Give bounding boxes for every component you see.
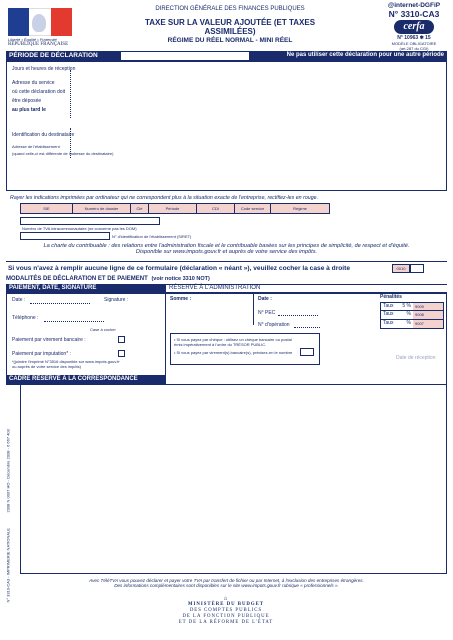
charter-divider — [6, 261, 447, 262]
virement-checkbox[interactable] — [118, 336, 125, 343]
correspondence-bar — [6, 375, 166, 384]
logo-caption-republique: RÉPUBLIQUE FRANÇAISE — [8, 42, 69, 47]
ident-code-service: Code service — [235, 204, 271, 213]
ident-sie: SIE — [21, 204, 73, 213]
telephone-field[interactable] — [44, 321, 104, 322]
ident-dossier: Numéro de dossier — [73, 204, 131, 213]
recipient-label: Identification du destinataire — [12, 132, 75, 138]
reception-hours-label: Jours et heures de réception — [12, 66, 76, 72]
form-number: N° 3310-CA3 — [388, 9, 440, 19]
admin-inner-divider — [253, 293, 254, 325]
cheque-instruction: • Si vous payez par chèque : utilisez un chèque bancaire ou postal émis impérativement à l'ordre du TRÉSOR PUBLIC. — [174, 337, 292, 347]
charter-line2: Disponible sur www.impots.gouv.fr et auprès de votre service des impôts. — [135, 249, 318, 255]
payment-date-field[interactable] — [30, 303, 90, 304]
penalty-row — [380, 302, 444, 311]
charter-line1: La charte du contribuable : des relations entre l'administration fiscale et le contribuable basées sur les principes de simplicité, de respect et d'équité. — [43, 243, 410, 249]
admin-bar — [166, 284, 447, 293]
side-print-text: N° 3310-CA3 - IMPRIMERIE NATIONALE — [5, 528, 11, 603]
service-address-line2: où cette déclaration doit — [12, 89, 66, 95]
penalty-rate-value: % — [406, 320, 411, 326]
telephone-label: Téléphone : — [12, 315, 39, 321]
recipient-address-field[interactable] — [230, 128, 440, 183]
charter-text — [6, 243, 447, 255]
payment-admin-divider — [165, 293, 166, 385]
teletva-line1: Avec TéléTVA vous pouvez déclarer et payer votre TVA par transfert de fichier ou par Internet, à l'exclusion des entreprises étrangères. — [89, 578, 364, 583]
logo-caption-motto: Liberté • Égalité • Fraternité — [8, 37, 57, 42]
zero-declaration-text: Si vous n'avez à remplir aucune ligne de ce formulaire (déclaration « néant »), veuillez cocher la case à droite — [8, 265, 351, 272]
ident-cle: Clé — [131, 204, 149, 213]
periode-label: PÉRIODE DE DÉCLARATION — [9, 52, 98, 59]
penalty-rate-label: Taux — [383, 320, 394, 326]
address-divider — [70, 70, 71, 118]
republique-logo — [8, 8, 72, 46]
form-title: TAXE SUR LA VALEUR AJOUTÉE (ET TAXES ASSIMILÉES) — [144, 18, 316, 36]
periode-warning: Ne pas utiliser cette déclaration pour une autre période — [286, 52, 444, 58]
penalty-rate-label: Taux — [383, 303, 394, 309]
penalty-row — [380, 311, 444, 320]
ident-cdi: CDI — [197, 204, 235, 213]
penalties-block — [380, 294, 444, 329]
pec-field[interactable] — [278, 315, 318, 316]
penalties-title: Pénalités — [380, 294, 402, 300]
establishment-address-label: Adresse de l'établissement — [12, 144, 60, 149]
zero-declaration-code: 0010 — [392, 264, 410, 273]
admin-sum-label: Somme : — [170, 296, 192, 302]
reception-date-stamp: Date de réception — [396, 355, 436, 361]
direction-label: DIRECTION GÉNÉRALE DES FINANCES PUBLIQUES — [155, 6, 305, 12]
modalites-note: (voir notice 3310 NOT) — [151, 276, 210, 282]
tva-intra-field[interactable] — [20, 217, 160, 225]
payment-date-label: Date : — [12, 297, 26, 303]
signature-label: Signature : — [104, 297, 129, 303]
teletva-line2: Des informations complémentaires sont disponibles sur le site www.impots.gouv.fr rubrique « professionnels ». — [114, 583, 339, 588]
ministry-mark: ⌂ — [223, 596, 229, 602]
penalty-rate-value: 5 % — [402, 303, 411, 309]
siret-label: N° d'identification de l'établissement (SIRET) — [112, 234, 192, 239]
recipient-divider — [70, 128, 71, 158]
imputation-checkbox[interactable] — [118, 350, 125, 357]
mandatory-model: MODÈLE OBLIGATOIRE — [391, 41, 437, 46]
admin-bar-label: RÉSERVÉ À L'ADMINISTRATION — [169, 285, 261, 291]
penalty-rate-code: 9008 — [413, 311, 443, 319]
modalites-title: MODALITÉS DE DÉCLARATION ET DE PAIEMENT — [6, 276, 148, 282]
establishment-address-note: (quand celle-ci est différente de l'adresse du destinataire) — [12, 151, 114, 156]
imputation-note: *(joindre l'imprimé N°3516 disponible sur www.impots.gouv.fr ou auprès de votre service des impôts) — [12, 359, 120, 369]
virement-count-field[interactable] — [300, 348, 314, 356]
correspondence-bar-label: CADRE RÉSERVÉ À LA CORRESPONDANCE — [9, 376, 138, 382]
payment-bar — [6, 284, 166, 293]
periode-field[interactable] — [120, 51, 250, 61]
operation-label: N° d'opération — [258, 322, 290, 328]
operation-field[interactable] — [294, 327, 320, 328]
payment-bar-label: PAIEMENT, DATE, SIGNATURE — [9, 285, 97, 291]
identification-row — [20, 203, 330, 214]
imputation-label: Paiement par imputation* : — [12, 351, 71, 357]
internet-label: @internet-DGFiP — [387, 2, 441, 9]
penalty-rate-code: 9007 — [413, 320, 443, 328]
correction-instruction: Rayer les indications imprimées par ordinateur qui ne correspondent plus à la situation exacte de l'entreprise, rectifiez-les en rouge. — [10, 195, 319, 201]
penalty-row — [380, 320, 444, 329]
form-subtitle: RÉGIME DU RÉEL NORMAL - MINI RÉEL — [167, 37, 293, 44]
service-address-line3: être déposée — [12, 98, 42, 104]
ministry-block — [176, 596, 276, 626]
pec-label: N° PEC — [258, 310, 276, 316]
ident-regime: Régime — [271, 204, 329, 213]
cgi-reference: (art.287 du CGI) — [399, 46, 429, 51]
teletva-info — [6, 578, 447, 588]
ministry-line1: MINISTÈRE DU BUDGET — [187, 602, 265, 607]
penalty-rate-code: 9009 — [413, 303, 443, 310]
ministry-line3: DE LA FONCTION PUBLIQUE — [182, 614, 270, 619]
tva-intra-label: Numéro de TVA intracommunautaire (ne concerne pas les DOM) — [22, 226, 137, 231]
siret-field[interactable] — [20, 232, 110, 240]
cerfa-number: N° 10963 ✱ 15 — [397, 35, 431, 41]
virement-count-instruction: • Si vous payez par virement(s) bancaire(s), précisez-en le nombre — [174, 350, 293, 355]
checkbox-hint: Case à cocher — [90, 327, 116, 332]
penalty-rate-label: Taux — [383, 311, 394, 317]
admin-date-label: Date : — [258, 296, 272, 302]
ministry-line2: DES COMPTES PUBLICS — [189, 608, 263, 613]
penalty-rate-value: % — [406, 311, 411, 317]
ministry-line4: ET DE LA RÉFORME DE L'ÉTAT — [178, 620, 274, 625]
correspondence-area[interactable] — [20, 384, 447, 574]
ident-periode: Période — [149, 204, 197, 213]
virement-label: Paiement par virement bancaire : — [12, 337, 86, 343]
service-address-line1: Adresse du service — [12, 80, 55, 86]
deadline-label: au plus tard le — [12, 107, 46, 113]
cerfa-text: cerfa — [403, 21, 425, 32]
side-print-ref: 2008 N 0007 HO - Décembre 2008 - 6 667 403 — [5, 429, 11, 513]
zero-declaration-checkbox[interactable] — [410, 264, 424, 273]
cerfa-logo — [394, 20, 434, 34]
